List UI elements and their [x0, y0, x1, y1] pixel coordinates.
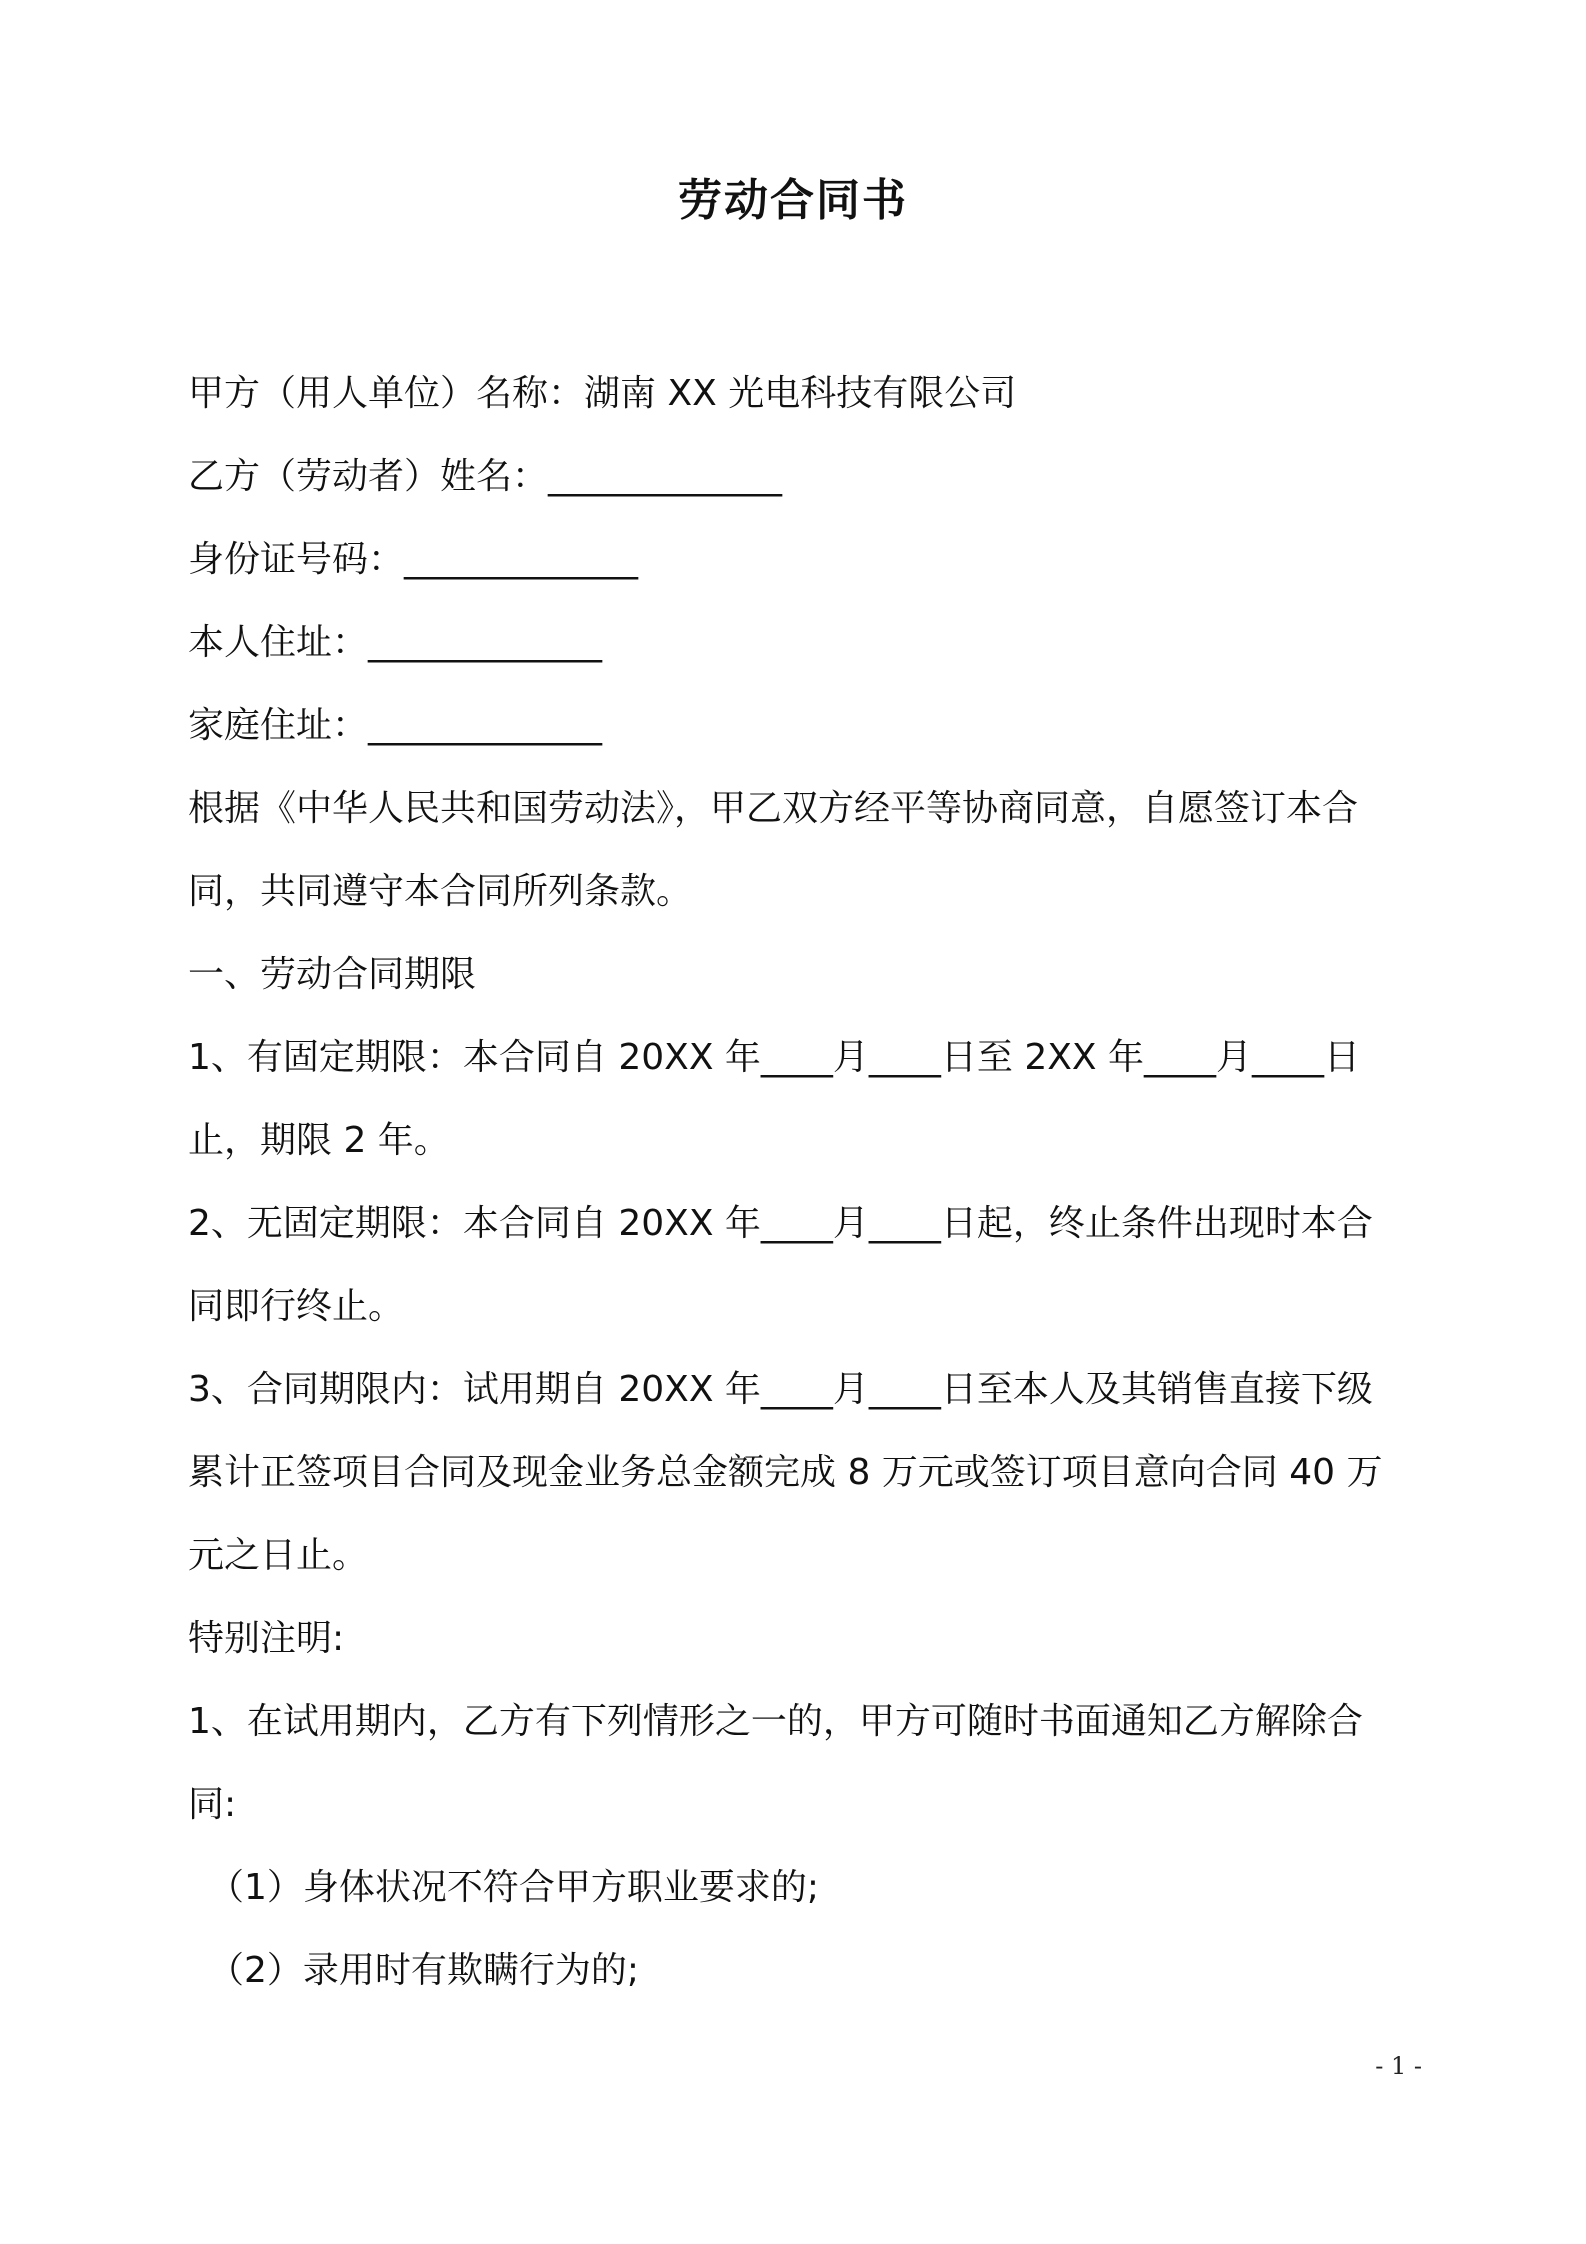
clause-probation-line-3: 元之日止。	[188, 1535, 369, 1576]
clause-fixed-term-line-1: 1、有固定期限：本合同自 20XX 年____月____日至 2XX 年____月____日	[188, 1037, 1361, 1078]
note-item-2: （2）录用时有欺瞒行为的;	[208, 1950, 640, 1991]
id-number-line: 身份证号码：_____________	[188, 539, 639, 580]
page-number: - 1 -	[1375, 2052, 1422, 2080]
clause-fixed-term-line-2: 止，期限 2 年。	[188, 1120, 450, 1161]
clause-probation-line-1: 3、合同期限内：试用期自 20XX 年____月____日至本人及其销售直接下级	[188, 1369, 1373, 1410]
note-item-1: （1）身体状况不符合甲方职业要求的;	[208, 1867, 820, 1908]
note-1-line-1: 1、在试用期内，乙方有下列情形之一的，甲方可随时书面通知乙方解除合	[188, 1701, 1363, 1742]
preamble-line-1: 根据《中华人民共和国劳动法》，甲乙双方经平等协商同意，自愿签订本合	[188, 788, 1359, 829]
preamble-line-2: 同，共同遵守本合同所列条款。	[188, 871, 693, 912]
address-line: 本人住址：_____________	[188, 622, 603, 663]
party-b-line: 乙方（劳动者）姓名：_____________	[188, 456, 783, 497]
home-address-line: 家庭住址：_____________	[188, 705, 603, 746]
clause-open-term-line-2: 同即行终止。	[188, 1286, 405, 1327]
party-a-line: 甲方（用人单位）名称：湖南 XX 光电科技有限公司	[188, 373, 1017, 414]
clause-probation-line-2: 累计正签项目合同及现金业务总金额完成 8 万元或签订项目意向合同 40 万	[188, 1452, 1383, 1493]
section-heading-contract-term: 一、劳动合同期限	[188, 954, 477, 995]
special-note-heading: 特别注明:	[188, 1618, 345, 1659]
document-title: 劳动合同书	[678, 175, 908, 226]
document-body	[188, 352, 1418, 2012]
note-1-line-2: 同:	[188, 1784, 237, 1825]
clause-open-term-line-1: 2、无固定期限：本合同自 20XX 年____月____日起，终止条件出现时本合	[188, 1203, 1373, 1244]
